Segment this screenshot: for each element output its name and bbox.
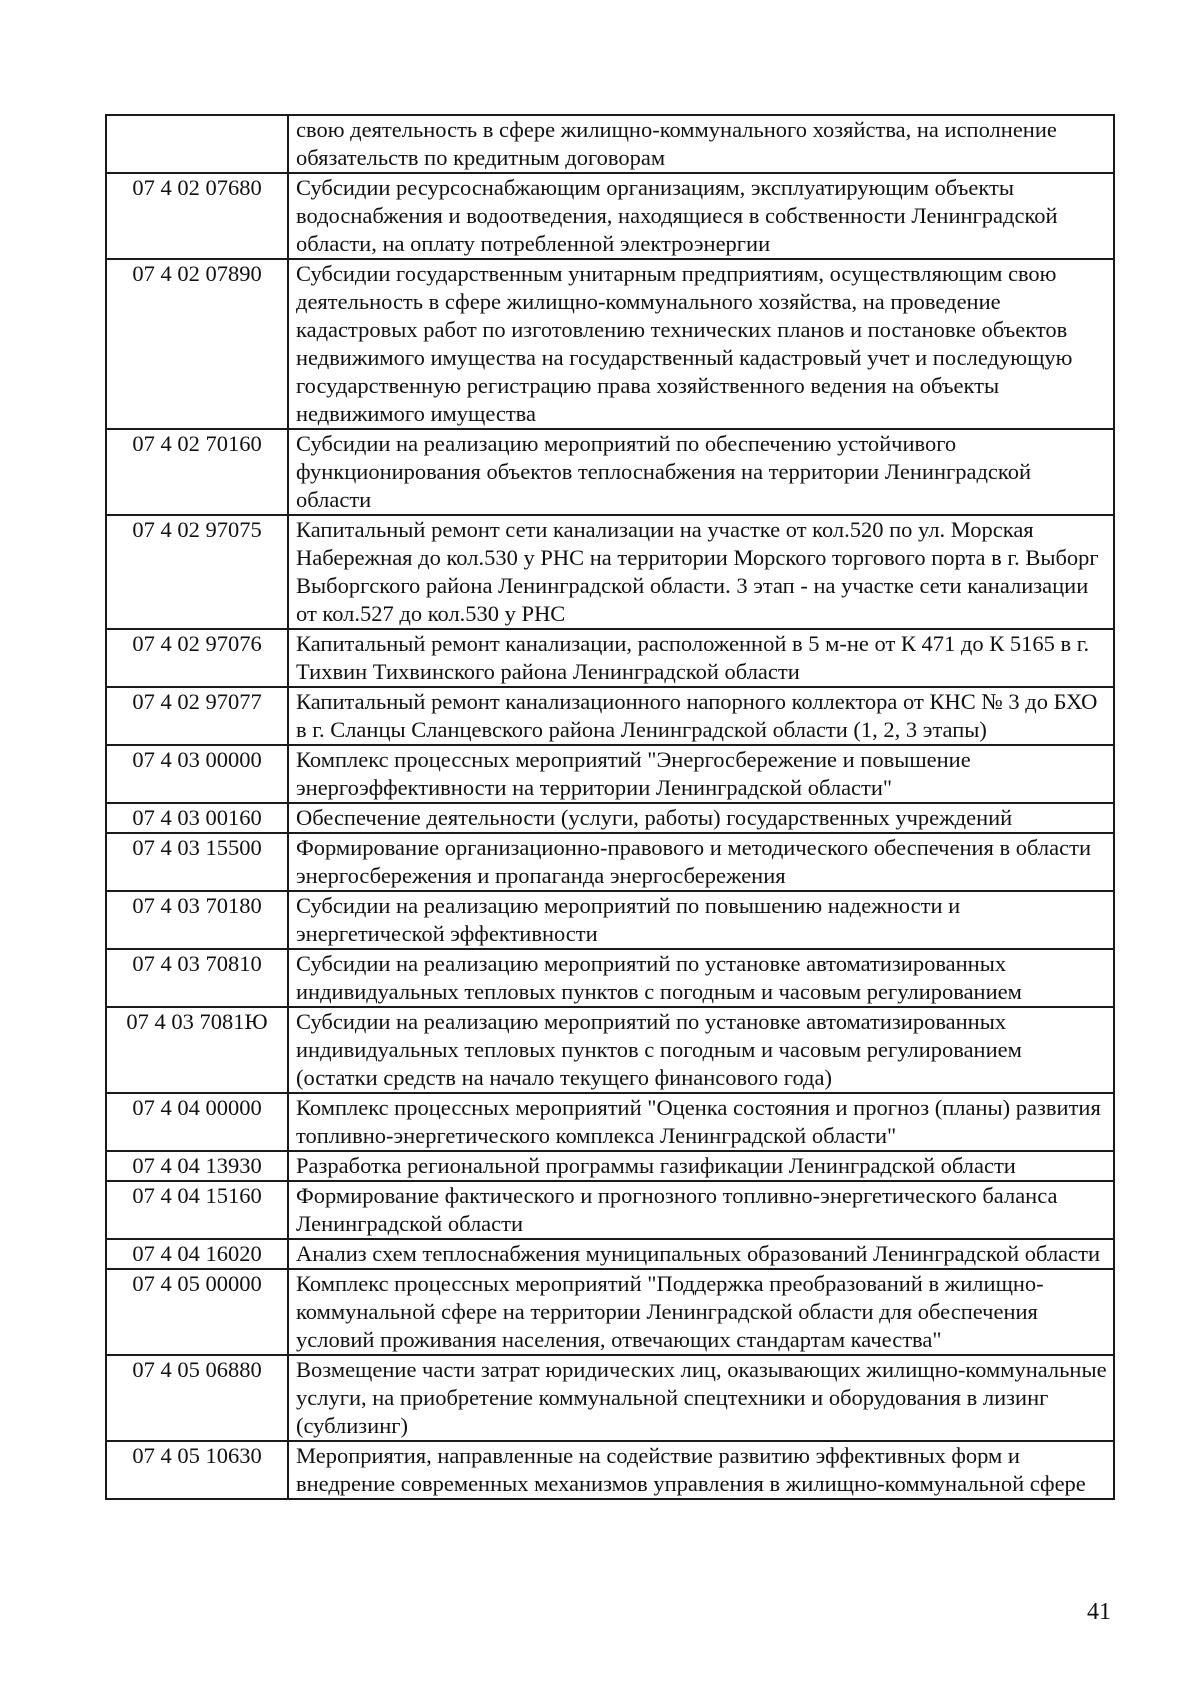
table-body <box>106 115 1114 1499</box>
classification-code: 07 4 03 00160 <box>106 803 288 833</box>
table-row <box>106 429 1114 515</box>
expenditure-description: Капитальный ремонт канализационного напорного коллектора от КНС № 3 до БХО в г. Сланцы Сланцевского района Ленинградской области (1, 2, 3 этапы) <box>288 687 1114 745</box>
expenditure-description: свою деятельность в сфере жилищно-коммунального хозяйства, на исполнение обязательств по кредитным договорам <box>288 115 1114 173</box>
table-row <box>106 803 1114 833</box>
expenditure-description: Субсидии на реализацию мероприятий по установке автоматизированных индивидуальных тепловых пунктов с погодным и часовым регулированием (остатки средств на начало текущего финансового года) <box>288 1007 1114 1093</box>
table-row <box>106 1007 1114 1093</box>
classification-code: 07 4 05 06880 <box>106 1355 288 1441</box>
page-number: 41 <box>1087 1599 1111 1625</box>
table-row <box>106 1093 1114 1151</box>
table-row <box>106 1441 1114 1499</box>
expenditure-description: Субсидии государственным унитарным предприятиям, осуществляющим свою деятельность в сфере жилищно-коммунального хозяйства, на проведение кадастровых работ по изготовлению технических планов и постановке объектов недвижимого имущества на государственный кадастровый учет и последующую государственную регистрацию права хозяйственного ведения на объекты недвижимого имущества <box>288 259 1114 429</box>
expenditure-description: Мероприятия, направленные на содействие развитию эффективных форм и внедрение современных механизмов управления в жилищно-коммунальной сфере <box>288 1441 1114 1499</box>
expenditure-description: Капитальный ремонт сети канализации на участке от кол.520 по ул. Морская Набережная до кол.530 у РНС на территории Морского торгового порта в г. Выборг Выборгского района Ленинградской области. 3 этап - на участке сети канализации от кол.527 до кол.530 у РНС <box>288 515 1114 629</box>
classification-code: 07 4 02 07890 <box>106 259 288 429</box>
expenditure-description: Комплекс процессных мероприятий "Поддержка преобразований в жилищно-коммунальной сфере на территории Ленинградской области для обеспечения условий проживания населения, отвечающих стандартам качества" <box>288 1269 1114 1355</box>
classification-code: 07 4 02 97075 <box>106 515 288 629</box>
budget-classification-table <box>105 114 1115 1500</box>
classification-code: 07 4 04 16020 <box>106 1239 288 1269</box>
expenditure-description: Субсидии на реализацию мероприятий по обеспечению устойчивого функционирования объектов теплоснабжения на территории Ленинградской области <box>288 429 1114 515</box>
table-row <box>106 515 1114 629</box>
classification-code: 07 4 03 70810 <box>106 949 288 1007</box>
table-row <box>106 687 1114 745</box>
table-row <box>106 891 1114 949</box>
classification-code: 07 4 03 70180 <box>106 891 288 949</box>
classification-code: 07 4 03 00000 <box>106 745 288 803</box>
expenditure-description: Субсидии на реализацию мероприятий по повышению надежности и энергетической эффективности <box>288 891 1114 949</box>
classification-code: 07 4 02 97077 <box>106 687 288 745</box>
table-row <box>106 1181 1114 1239</box>
table-row <box>106 259 1114 429</box>
expenditure-description: Субсидии ресурсоснабжающим организациям, эксплуатирующим объекты водоснабжения и водоотведения, находящиеся в собственности Ленинградской области, на оплату потребленной электроэнергии <box>288 173 1114 259</box>
table-row <box>106 1355 1114 1441</box>
expenditure-description: Комплекс процессных мероприятий "Энергосбережение и повышение энергоэффективности на территории Ленинградской области" <box>288 745 1114 803</box>
expenditure-description: Капитальный ремонт канализации, расположенной в 5 м-не от К 471 до К 5165 в г. Тихвин Тихвинского района Ленинградской области <box>288 629 1114 687</box>
expenditure-description: Формирование организационно-правового и методического обеспечения в области энергосбережения и пропаганда энергосбережения <box>288 833 1114 891</box>
classification-code: 07 4 02 07680 <box>106 173 288 259</box>
expenditure-description: Разработка региональной программы газификации Ленинградской области <box>288 1151 1114 1181</box>
classification-code: 07 4 05 10630 <box>106 1441 288 1499</box>
expenditure-description: Комплекс процессных мероприятий "Оценка состояния и прогноз (планы) развития топливно-энергетического комплекса Ленинградской области" <box>288 1093 1114 1151</box>
classification-code: 07 4 05 00000 <box>106 1269 288 1355</box>
expenditure-description: Возмещение части затрат юридических лиц, оказывающих жилищно-коммунальные услуги, на приобретение коммунальной спецтехники и оборудования в лизинг (сублизинг) <box>288 1355 1114 1441</box>
table-row <box>106 833 1114 891</box>
expenditure-description: Формирование фактического и прогнозного топливно-энергетического баланса Ленинградской области <box>288 1181 1114 1239</box>
table-row <box>106 115 1114 173</box>
table-row <box>106 1269 1114 1355</box>
classification-code: 07 4 04 15160 <box>106 1181 288 1239</box>
classification-code <box>106 115 288 173</box>
classification-code: 07 4 02 97076 <box>106 629 288 687</box>
classification-code: 07 4 04 13930 <box>106 1151 288 1181</box>
table-row <box>106 745 1114 803</box>
table-row <box>106 629 1114 687</box>
table-row <box>106 1151 1114 1181</box>
expenditure-description: Субсидии на реализацию мероприятий по установке автоматизированных индивидуальных тепловых пунктов с погодным и часовым регулированием <box>288 949 1114 1007</box>
table-row <box>106 949 1114 1007</box>
table-row <box>106 1239 1114 1269</box>
expenditure-description: Анализ схем теплоснабжения муниципальных образований Ленинградской области <box>288 1239 1114 1269</box>
expenditure-description: Обеспечение деятельности (услуги, работы) государственных учреждений <box>288 803 1114 833</box>
classification-code: 07 4 03 15500 <box>106 833 288 891</box>
classification-code: 07 4 03 7081Ю <box>106 1007 288 1093</box>
classification-code: 07 4 04 00000 <box>106 1093 288 1151</box>
classification-code: 07 4 02 70160 <box>106 429 288 515</box>
table-row <box>106 173 1114 259</box>
